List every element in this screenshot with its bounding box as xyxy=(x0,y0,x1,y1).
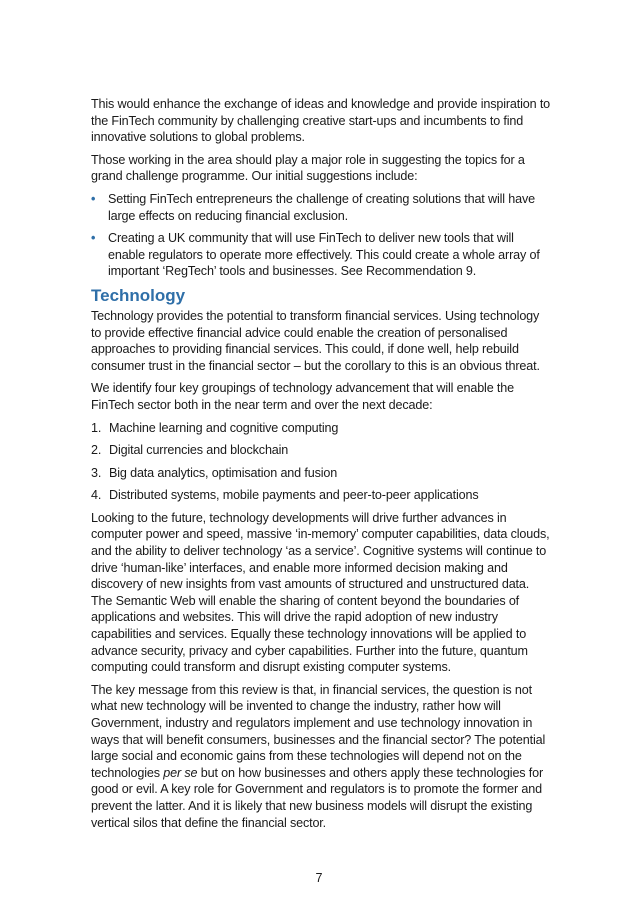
technology-paragraph-4 xyxy=(91,682,551,831)
suggestion-item xyxy=(91,191,551,224)
suggestion-text: Creating a UK community that will use FinTech to deliver new tools that will enable regulators to operate more effectively. This could create a whole array of important ‘RegTech’ tools and businesses. See Recommendation 9. xyxy=(108,231,540,279)
technology-paragraph-3: Looking to the future, technology developments will drive further advances in computer power and speed, massive ‘in-memory’ computer capabilities, data clouds, and the ability to deliver technology ‘as a service’. Cognitive systems will continue to drive ‘human-like’ interfaces, and enable more informed decision making and discovery of new insights from vast amounts of structured and unstructured data. The Semantic Web will enable the sharing of content beyond the boundaries of applications and websites. This will drive the rapid adoption of new industry capabilities and services. Equally these technology innovations will be applied to advance security, privacy and cyber capabilities. Further into the future, quantum computing could transform and disrupt existing computer systems. xyxy=(91,510,550,675)
grouping-item xyxy=(91,487,551,504)
grouping-item xyxy=(91,442,551,459)
paragraph-text: The key message from this review is that, in financial services, the question is not what new technology will be invented to change the industry, rather how will Government, industry and regulators implement and use technology innovation in ways that will benefit consumers, businesses and the financial sector? The potential large social and economic gains from these technologies will depend not on the technologies xyxy=(91,682,546,780)
document-body xyxy=(91,96,551,837)
bullet-icon: • xyxy=(91,231,96,246)
suggestion-item xyxy=(91,230,551,280)
technology-paragraph-2: We identify four key groupings of technology advancement that will enable the FinTech sector both in the near term and over the next decade: xyxy=(91,381,514,412)
emphasis-text: per se xyxy=(163,765,198,780)
page-number: 7 xyxy=(315,871,323,885)
paragraph-text: but on how businesses and others apply these technologies for good or evil. A key role for Government and regulators is to promote the former and prevent the latter. And it is likely that new business models will disrupt the existing vertical silos that define the financial sector. xyxy=(91,765,544,830)
section-heading-technology: Technology xyxy=(91,285,186,305)
grouping-number: 3. xyxy=(91,465,102,480)
intro-paragraph-1: This would enhance the exchange of ideas and knowledge and provide inspiration to the FinTech community by challenging creative start-ups and incumbents to find innovative solutions to global problems. xyxy=(91,97,551,145)
grouping-text: Digital currencies and blockchain xyxy=(109,443,289,458)
intro-paragraph-2: Those working in the area should play a major role in suggesting the topics for a grand challenge programme. Our initial suggestions include: xyxy=(91,152,525,184)
technology-paragraph-1: Technology provides the potential to transform financial services. Using technology to provide effective financial advice could enable the creation of personalised approaches to providing financial services. This could, if done well, help rebuild consumer trust in the financial sector – but the corollary to this is an obvious threat. xyxy=(91,308,540,373)
grouping-number: 4. xyxy=(91,488,102,503)
technology-groupings-list xyxy=(91,420,551,504)
grouping-text: Distributed systems, mobile payments and peer-to-peer applications xyxy=(109,488,479,503)
grouping-text: Machine learning and cognitive computing xyxy=(109,420,339,435)
grouping-item xyxy=(91,420,551,437)
grouping-number: 1. xyxy=(91,420,102,435)
bullet-icon: • xyxy=(91,191,96,206)
grouping-number: 2. xyxy=(91,443,102,458)
grouping-item xyxy=(91,465,551,482)
suggestions-list xyxy=(91,191,551,280)
suggestion-text: Setting FinTech entrepreneurs the challenge of creating solutions that will have large effects on reducing financial exclusion. xyxy=(108,191,535,223)
grouping-text: Big data analytics, optimisation and fusion xyxy=(109,465,338,480)
